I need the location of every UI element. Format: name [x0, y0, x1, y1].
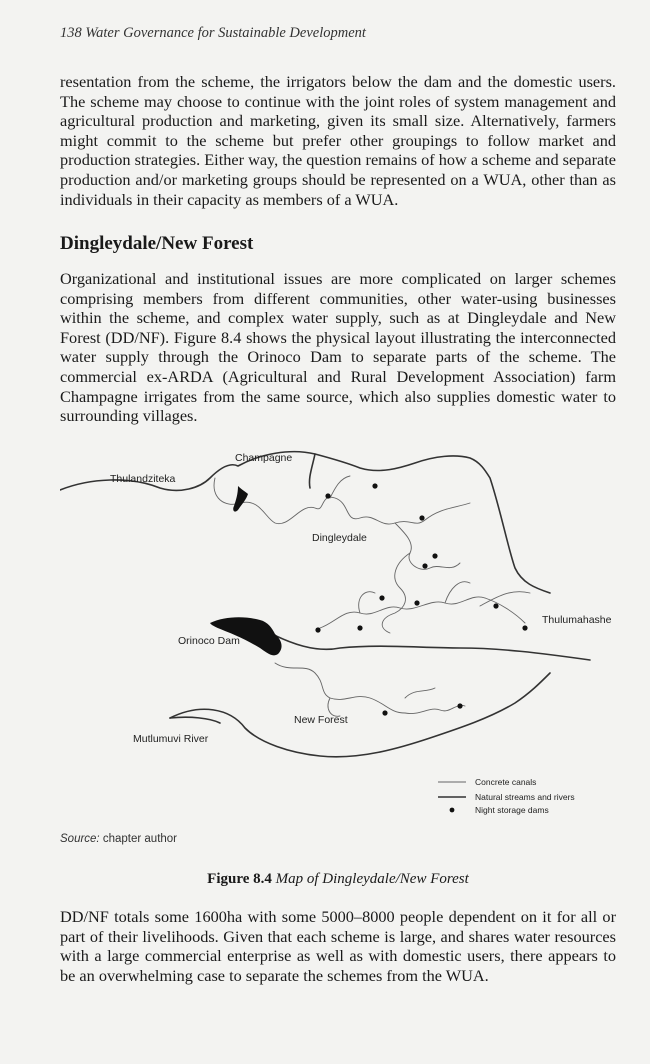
- running-head: 138 Water Governance for Sustainable Development: [60, 25, 366, 41]
- label-new-forest: New Forest: [294, 714, 348, 726]
- dingleydale-map: [60, 448, 620, 833]
- canal-11: [405, 705, 465, 713]
- night-storage-dams: [315, 483, 527, 715]
- champagne-reservoir-shape: [233, 486, 248, 512]
- source-label: Source:: [60, 833, 100, 845]
- section-heading: Dingleydale/New Forest: [60, 233, 254, 254]
- mutlumuvi-river-line: [170, 673, 550, 757]
- paragraph-1: resentation from the scheme, the irrigators below the dam and the domestic users. The scheme may choose to continue with the joint roles of system management and agricultural production and marketing, given its small size. Alternatively, farmers might commit to the scheme but prefer other groupings to follow market and production strategies. Either way, the question remains of how a scheme and separate production and/or marketing groups should be represented on a WUA, other than as individuals in their capacity as members of a WUA.: [60, 72, 616, 209]
- label-thulandziteka: Thulandziteka: [110, 473, 176, 485]
- paragraph-2: Organizational and institutional issues are more complicated on larger schemes comprising members from different communities, other water-using businesses within the scheme, and complex water supply, such as at Dingleydale and New Forest (DD/NF). Figure 8.4 shows the physical layout illustrating the interconnected water supply through the Orinoco Dam to separate parts of the scheme. The commercial ex-ARDA (Agricultural and Rural Development Association) farm Champagne irrigates from the same source, which also supplies domestic water to surrounding villages.: [60, 269, 616, 426]
- figure-source: [60, 833, 177, 845]
- canal-6: [359, 592, 375, 613]
- source-text: chapter author: [102, 833, 178, 845]
- canal-8: [485, 598, 525, 623]
- label-champagne: Champagne: [235, 452, 293, 464]
- canal-3: [395, 523, 460, 569]
- map-legend: [438, 777, 575, 815]
- canal-12: [405, 688, 435, 698]
- natural-river-middle: [270, 633, 590, 660]
- label-dingleydale: Dingleydale: [312, 532, 367, 544]
- canal-4: [382, 553, 410, 633]
- caption-title: Map of Dingleydale/New Forest: [275, 871, 469, 887]
- paragraph-3: DD/NF totals some 1600ha with some 5000–8000 people dependent on it for all or part of their livelihoods. Given that each scheme is large, and shares water resources with a large commercial enterprise as well as with domestic users, there appears to be an overwhelming case to separate the schemes from the WUA.: [60, 907, 616, 985]
- caption-label: Figure 8.4: [207, 871, 272, 887]
- canal-2: [330, 476, 350, 498]
- canal-5: [320, 597, 485, 628]
- label-orinoco-dam: Orinoco Dam: [178, 635, 240, 647]
- figure-caption: [60, 871, 616, 888]
- legend-natural-streams: Natural streams and rivers: [475, 792, 575, 802]
- canal-1: [214, 478, 470, 524]
- canal-9: [275, 663, 405, 713]
- label-thulumahashe: Thulumahashe: [542, 614, 612, 626]
- legend-night-storage: Night storage dams: [475, 805, 549, 815]
- legend-concrete-canals: Concrete canals: [475, 777, 537, 787]
- label-mutlumuvi-river: Mutlumuvi River: [133, 733, 209, 745]
